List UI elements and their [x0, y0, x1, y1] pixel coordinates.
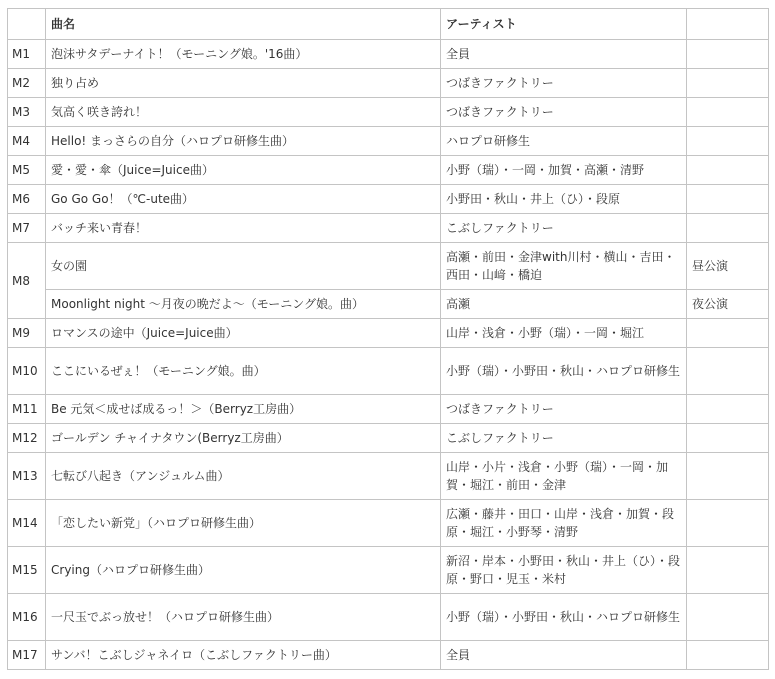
song-no: M9 [8, 319, 46, 348]
song-title: ここにいるぜぇ！（モーニング娘。曲） [46, 348, 441, 395]
song-artist: こぶしファクトリー [441, 214, 687, 243]
header-row [8, 9, 769, 40]
header-artist: アーティスト [441, 9, 687, 40]
song-artist: 全員 [441, 40, 687, 69]
setlist-table [7, 8, 769, 670]
song-note [687, 348, 769, 395]
song-title: Hello! まっさらの自分（ハロプロ研修生曲） [46, 127, 441, 156]
table-row [8, 547, 769, 594]
table-row [8, 290, 769, 319]
header-no [8, 9, 46, 40]
song-note [687, 453, 769, 500]
song-no: M2 [8, 69, 46, 98]
song-title: Be 元気＜成せば成るっ！＞（Berryz工房曲） [46, 395, 441, 424]
song-artist: ハロプロ研修生 [441, 127, 687, 156]
song-artist: 新沼・岸本・小野田・秋山・井上（ひ）・段原・野口・児玉・米村 [441, 547, 687, 594]
song-no: M4 [8, 127, 46, 156]
song-artist: 山岸・小片・浅倉・小野（瑞）・一岡・加賀・堀江・前田・金津 [441, 453, 687, 500]
song-note [687, 395, 769, 424]
song-note [687, 547, 769, 594]
song-artist: 小野（瑞）・小野田・秋山・ハロプロ研修生 [441, 594, 687, 641]
song-note [687, 127, 769, 156]
song-artist: つばきファクトリー [441, 395, 687, 424]
song-title: ロマンスの途中（Juice=Juice曲） [46, 319, 441, 348]
song-title: Crying（ハロプロ研修生曲） [46, 547, 441, 594]
table-row [8, 214, 769, 243]
song-artist: 小野（瑞）・一岡・加賀・高瀬・清野 [441, 156, 687, 185]
song-no: M8 [8, 243, 46, 319]
song-title: 泡沫サタデーナイト！（モーニング娘。'16曲） [46, 40, 441, 69]
song-note [687, 319, 769, 348]
song-no: M17 [8, 641, 46, 670]
song-note [687, 214, 769, 243]
song-no: M14 [8, 500, 46, 547]
song-no: M12 [8, 424, 46, 453]
song-artist: 全員 [441, 641, 687, 670]
song-artist: 高瀬・前田・金津with川村・横山・吉田・西田・山﨑・橋迫 [441, 243, 687, 290]
table-row [8, 594, 769, 641]
song-no: M10 [8, 348, 46, 395]
table-row [8, 500, 769, 547]
song-title: 独り占め [46, 69, 441, 98]
song-title: Go Go Go！（℃-ute曲） [46, 185, 441, 214]
song-artist: つばきファクトリー [441, 98, 687, 127]
song-no: M7 [8, 214, 46, 243]
song-note [687, 594, 769, 641]
table-row [8, 40, 769, 69]
song-artist: 山岸・浅倉・小野（瑞）・一岡・堀江 [441, 319, 687, 348]
header-title: 曲名 [46, 9, 441, 40]
song-artist: 高瀬 [441, 290, 687, 319]
song-title: 「恋したい新党」（ハロプロ研修生曲） [46, 500, 441, 547]
table-row [8, 319, 769, 348]
song-title: サンバ！こぶしジャネイロ（こぶしファクトリー曲） [46, 641, 441, 670]
song-artist: 広瀬・藤井・田口・山岸・浅倉・加賀・段原・堀江・小野琴・清野 [441, 500, 687, 547]
table-row [8, 98, 769, 127]
song-title: 気高く咲き誇れ！ [46, 98, 441, 127]
song-no: M3 [8, 98, 46, 127]
song-title: 愛・愛・傘（Juice=Juice曲） [46, 156, 441, 185]
table-row [8, 395, 769, 424]
header-note [687, 9, 769, 40]
song-title: ゴールデン チャイナタウン(Berryz工房曲） [46, 424, 441, 453]
table-row [8, 69, 769, 98]
song-note [687, 40, 769, 69]
table-row [8, 127, 769, 156]
song-no: M13 [8, 453, 46, 500]
song-title: 一尺玉でぶっ放せ！（ハロプロ研修生曲） [46, 594, 441, 641]
song-note: 夜公演 [687, 290, 769, 319]
song-note [687, 69, 769, 98]
song-artist: こぶしファクトリー [441, 424, 687, 453]
song-note [687, 156, 769, 185]
song-no: M5 [8, 156, 46, 185]
song-title: 七転び八起き（アンジュルム曲） [46, 453, 441, 500]
table-row [8, 348, 769, 395]
table-row [8, 156, 769, 185]
song-artist: 小野（瑞）・小野田・秋山・ハロプロ研修生 [441, 348, 687, 395]
table-row [8, 641, 769, 670]
song-note [687, 641, 769, 670]
song-no: M1 [8, 40, 46, 69]
song-note [687, 185, 769, 214]
table-row [8, 453, 769, 500]
song-artist: 小野田・秋山・井上（ひ）・段原 [441, 185, 687, 214]
table-row [8, 185, 769, 214]
song-note [687, 98, 769, 127]
song-no: M16 [8, 594, 46, 641]
song-title: バッチ来い青春！ [46, 214, 441, 243]
song-note [687, 500, 769, 547]
song-note [687, 424, 769, 453]
song-no: M15 [8, 547, 46, 594]
song-no: M6 [8, 185, 46, 214]
table-row [8, 424, 769, 453]
song-no: M11 [8, 395, 46, 424]
song-note: 昼公演 [687, 243, 769, 290]
table-row [8, 243, 769, 290]
song-title: 女の園 [46, 243, 441, 290]
song-artist: つばきファクトリー [441, 69, 687, 98]
song-title: Moonlight night ～月夜の晩だよ～（モーニング娘。曲） [46, 290, 441, 319]
